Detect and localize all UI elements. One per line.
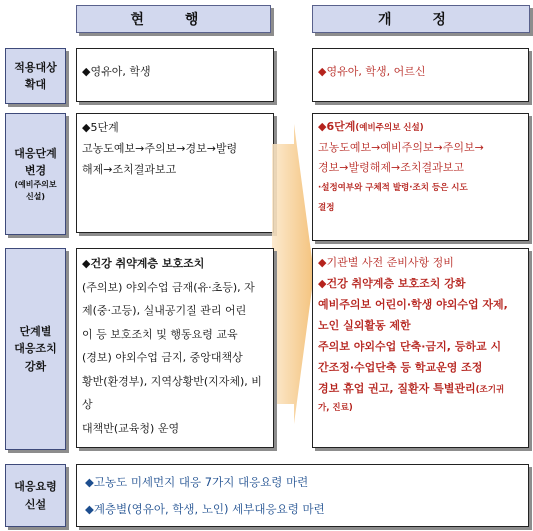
- revised-measures-line-last: [318, 378, 523, 401]
- revised-measures-tail: (조기귀: [475, 385, 505, 395]
- current-measures-line: 황반(환경부), 지역상황반(지자체), 비상: [82, 374, 262, 411]
- row-label-measures: [5, 248, 66, 450]
- revised-measures-last: 가, 진료): [318, 403, 353, 413]
- current-measures-line: (경보) 야외수업 금지, 중앙대책상: [82, 351, 243, 364]
- header-revised-label: 개 정: [378, 12, 464, 28]
- label-line: 적용대상: [14, 60, 57, 74]
- guideline-item: ◆계층별(영유아, 학생, 노인) 세부대응요령 마련: [85, 502, 325, 516]
- label-note: (예비주의보: [14, 180, 57, 190]
- current-measures: [76, 248, 274, 448]
- current-stage-line: 해제→조치결과보고: [82, 163, 177, 176]
- revised-stage-head-line: [318, 117, 523, 138]
- current-stage: [76, 113, 274, 233]
- revised-stage: [312, 113, 529, 241]
- label-line: 단계별: [19, 325, 52, 339]
- guidelines-box: [76, 464, 529, 527]
- current-measures-line: 이 등 보호조치 및 행동요령 교육: [82, 327, 238, 341]
- current-scope-text: ◆영유아, 학생: [82, 65, 151, 78]
- row-label-stage: [5, 113, 66, 235]
- current-scope: [76, 48, 274, 102]
- revised-measures: [312, 248, 529, 448]
- header-current-label: 현 행: [130, 12, 217, 28]
- current-stage-head: ◆5단계: [82, 121, 119, 134]
- row-label-guidelines: [5, 464, 66, 527]
- revised-measures-line: 예비주의보 어린이·학생 야외수업 자제,: [318, 298, 508, 311]
- revised-stage-note: ·설정여부와 구체적 발령·조치 등은 시도: [318, 183, 468, 193]
- current-measures-line: (주의보) 야외수업 금재(유·초등), 자: [82, 280, 255, 294]
- label-line: 확대: [24, 78, 47, 91]
- label-line: 변경: [24, 164, 47, 178]
- label-line: 대응단계: [14, 147, 57, 161]
- revised-measures-line: 노인 실외활동 제한: [318, 319, 411, 332]
- label-line: 대응조치: [14, 342, 57, 356]
- revised-scope-text: ◆영유아, 학생, 어르신: [318, 65, 426, 78]
- revised-stage-note: 결정: [318, 203, 335, 213]
- revised-measures-item1: ◆기관별 사전 준비사항 정비: [318, 256, 454, 269]
- revised-measures-line: 경보 휴업 권고, 질환자 특별관리: [318, 382, 476, 395]
- revised-stage-head-note: (예비주의보 신설): [355, 123, 424, 133]
- current-measures-line: 대책반(교육청) 운영: [82, 421, 180, 435]
- transition-arrow-icon: [272, 124, 314, 424]
- current-measures-head: ◆건강 취약계층 보호조치: [82, 257, 205, 270]
- label-note: 신설): [25, 192, 46, 202]
- guideline-item: ◆고농도 미세먼지 대응 7가지 대응요령 마련: [85, 475, 309, 489]
- label-line: 대응요령: [14, 480, 57, 494]
- row-label-scope: [5, 48, 66, 104]
- revised-scope: [312, 48, 529, 102]
- header-revised: [312, 5, 530, 33]
- current-measures-line: 제(중·고등), 실내공기질 관리 어린: [82, 304, 247, 317]
- revised-stage-line: 고농도예보→예비주의보→주의보→: [318, 141, 484, 154]
- revised-measures-line: 주의보 야외수업 단축·금지, 등하교 시: [318, 340, 502, 353]
- revised-stage-line: 경보→발령해제→조치결과보고: [318, 161, 464, 174]
- label-line: 강화: [24, 359, 47, 373]
- revised-stage-head: ◆6단계: [318, 120, 356, 133]
- revised-measures-item2: ◆건강 취약계층 보호조치 강화: [318, 277, 466, 290]
- revised-measures-line: 간조정·수업단축 등 학교운영 조정: [318, 361, 483, 374]
- current-stage-line: 고농도예보→주의보→경보→발령: [82, 142, 238, 155]
- header-current: [76, 5, 271, 33]
- label-line: 신설: [24, 497, 47, 511]
